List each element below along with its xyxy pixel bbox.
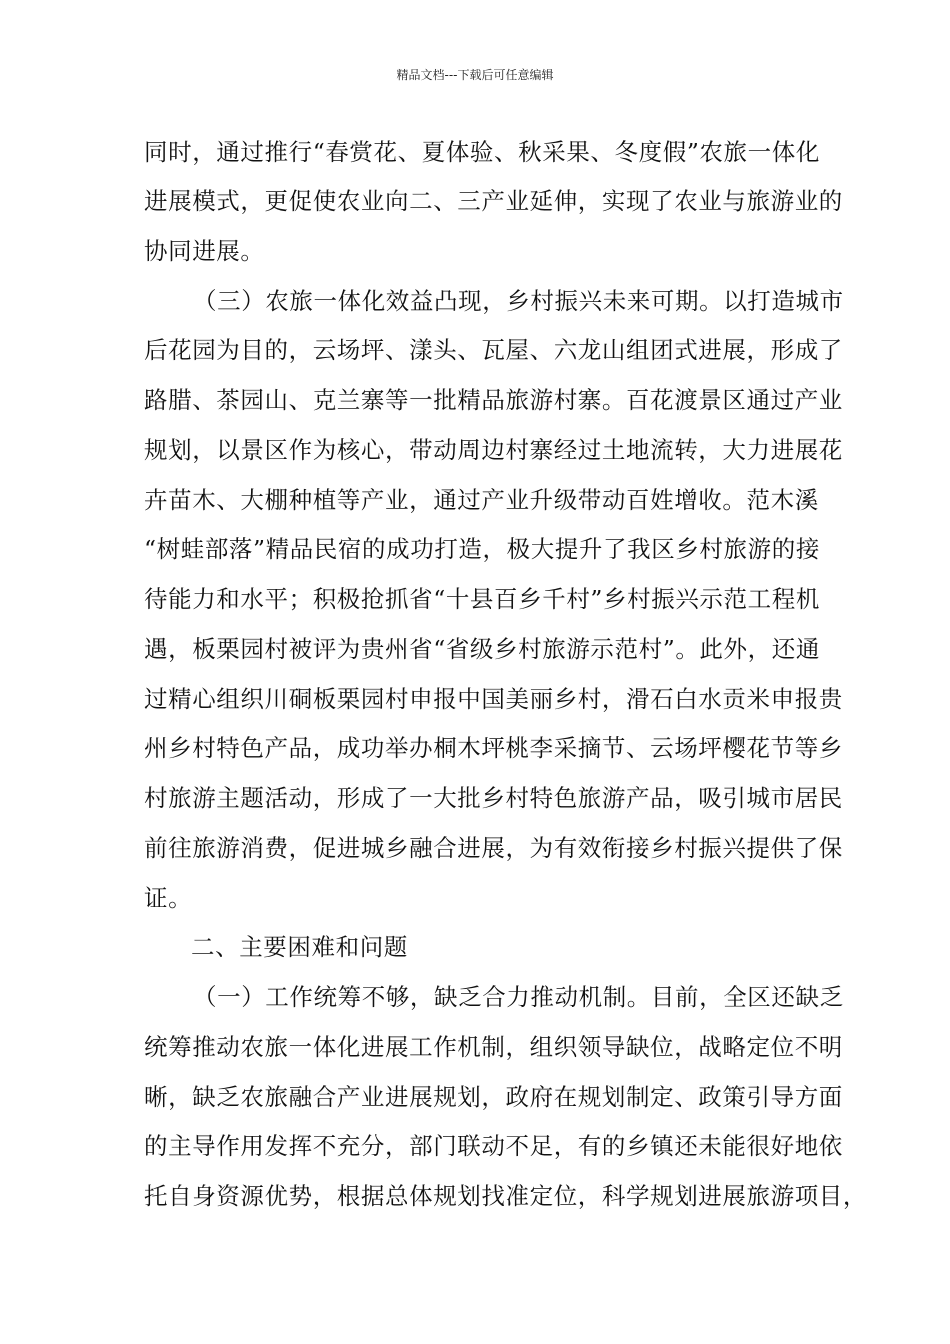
text-line: 同时，通过推行“春赏花、夏体验、秋采果、冬度假”农旅一体化 [144, 138, 820, 166]
text-line: 规划，以景区作为核心，带动周边村寨经过土地流转，大力进展花 [144, 436, 843, 464]
text-line: 进展模式，更促使农业向二、三产业延伸，实现了农业与旅游业的 [144, 187, 843, 215]
text-line: 的主导作用发挥不充分，部门联动不足，有的乡镇还未能很好地依 [144, 1132, 843, 1160]
text-line: 统筹推动农旅一体化进展工作机制，组织领导缺位，战略定位不明 [144, 1033, 843, 1061]
text-line: 过精心组织川硐板栗园村申报中国美丽乡村，滑石白水贡米申报贵 [144, 685, 843, 713]
text-line: 后花园为目的，云场坪、漾头、瓦屋、六龙山组团式进展，形成了 [144, 336, 843, 364]
text-line: 卉苗木、大棚种植等产业，通过产业升级带动百姓增收。范木溪 [144, 486, 819, 514]
paragraph-start-line: （一）工作统筹不够，缺乏合力推动机制。目前，全区还缺乏 [193, 983, 844, 1011]
section-heading: 二、主要困难和问题 [191, 933, 408, 961]
text-line: 遇，板栗园村被评为贵州省“省级乡村旅游示范村”。此外，还通 [144, 635, 820, 663]
text-line: 证。 [144, 884, 193, 912]
text-line: 待能力和水平；积极抢抓省“十县百乡千村”乡村振兴示范工程机 [144, 585, 820, 613]
text-line: 路腊、茶园山、克兰寨等一批精品旅游村寨。百花渡景区通过产业 [144, 386, 843, 414]
text-line: 托自身资源优势，根据总体规划找准定位，科学规划进展旅游项目， [144, 1182, 867, 1210]
text-line: 村旅游主题活动，形成了一大批乡村特色旅游产品，吸引城市居民 [144, 784, 843, 812]
text-line: 州乡村特色产品，成功举办桐木坪桃李采摘节、云场坪樱花节等乡 [144, 734, 843, 762]
text-line: 晰，缺乏农旅融合产业进展规划，政府在规划制定、政策引导方面 [144, 1083, 843, 1111]
page-header: 精品文档---下载后可任意编辑 [396, 68, 554, 82]
text-line: 前往旅游消费，促进城乡融合进展，为有效衔接乡村振兴提供了保 [144, 834, 843, 862]
text-line: 协同进展。 [144, 237, 265, 265]
paragraph-start-line: （三）农旅一体化效益凸现，乡村振兴未来可期。以打造城市 [193, 287, 844, 315]
text-line: “树蛙部落”精品民宿的成功打造，极大提升了我区乡村旅游的接 [144, 535, 820, 563]
